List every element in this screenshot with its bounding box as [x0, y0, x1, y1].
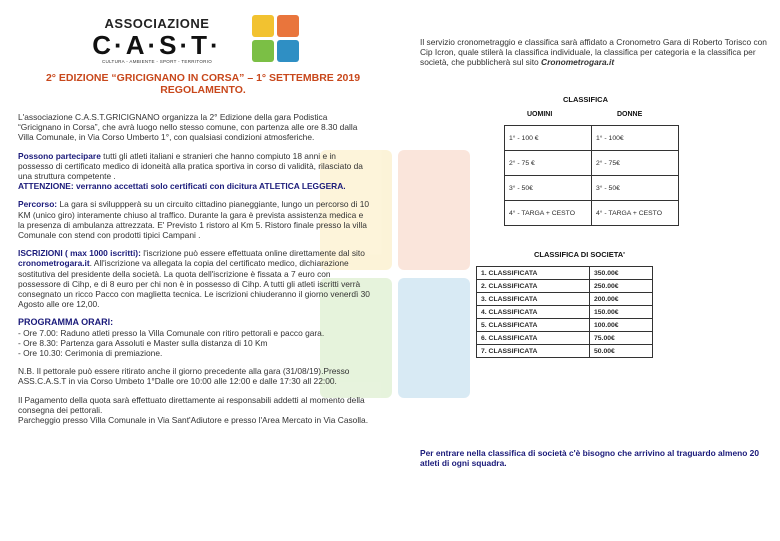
program-item-1: - Ore 7.00: Raduno atleti presso la Villa Comunale con ritiro pettorali e pacco gara. — [18, 327, 325, 338]
table-row — [477, 267, 653, 280]
prize-women-cell: 4° - TARGA + CESTO — [592, 201, 679, 226]
table-row — [477, 280, 653, 293]
logo-cast-word: C·A·S·T· — [92, 30, 222, 60]
society-rank-cell: 5. CLASSIFICATA — [477, 319, 590, 332]
society-rank-cell: 4. CLASSIFICATA — [477, 306, 590, 319]
prize-women-cell: 2° - 75€ — [592, 151, 679, 176]
payment-paragraph: Il Pagamento della quota sarà effettuato direttamente ai responsabili addetti al momento della consegna dei pettorali. — [18, 394, 365, 415]
society-rank-cell: 3. CLASSIFICATA — [477, 293, 590, 306]
prize-women-cell: 1° - 100€ — [592, 126, 679, 151]
society-amount-cell: 100.00€ — [590, 319, 653, 332]
watermark-tile-orange — [398, 150, 470, 270]
route-paragraph — [18, 199, 370, 240]
registration-site-link[interactable]: cronometrogara.it — [18, 258, 90, 269]
registration-paragraph — [18, 248, 370, 309]
table-row — [477, 319, 653, 332]
timing-site-link[interactable]: Cronometrogara.it — [541, 57, 615, 68]
route-text: La gara si sviluppperà su un circuito cittadino pianeggiante, lungo un percorso di 10 KM (unico giro) interamente chiuso al traffico. Durante la gara è prevista assistenza medica e la presenza di ambulanza attrezzata. E' Previsto 1 ristoro al Km 5. Ristoro finale presso la villa Comunale con stend con prodotti tipici Campani . — [18, 199, 370, 241]
table-row — [477, 306, 653, 319]
timing-paragraph — [420, 37, 770, 68]
nb-paragraph: N.B. Il pettorale può essere ritirato anche il giorno precedente alla gara (31/08/19).Presso ASS.C.A.S.T in via Corso Umbeto 1°Dalle ore 10:00 alle 12:00 e dalle 17:30 all 22:00. — [18, 366, 350, 387]
registration-heading: ISCRIZIONI ( max 1000 iscritti): — [18, 248, 141, 259]
timing-text: Il servizio cronometraggio e classifica sarà affidato a Cronometro Gara di Roberto Torisco con Cip Icron, quale stilerà la classifica individuale, la classifica per categoria e la classifica per società, che pubblicherà sul sito — [420, 37, 767, 68]
tile-blue-icon — [277, 40, 299, 62]
program-item-2: - Ore 8.30: Partenza gara Assoluti e Master sulla distanza di 10 Km — [18, 337, 268, 348]
society-rule-note: Per entrare nella classifica di società c'è bisogno che arrivino al traguardo almeno 20 atleti di ogni squadra. — [420, 448, 759, 469]
logo-association-word: ASSOCIAZIONE — [104, 16, 210, 31]
society-rank-cell: 2. CLASSIFICATA — [477, 280, 590, 293]
watermark-tile-blue — [398, 278, 470, 398]
col-men-header: UOMINI — [527, 111, 553, 118]
table-row — [477, 332, 653, 345]
prize-men-cell: 4° - TARGA + CESTO — [505, 201, 592, 226]
title-line-1: 2° EDIZIONE “GRICIGNANO IN CORSA” – 1° SETTEMBRE 2019 — [45, 72, 361, 84]
tile-orange-icon — [277, 15, 299, 37]
participants-paragraph — [18, 151, 370, 192]
route-heading: Percorso: — [18, 199, 58, 210]
society-amount-cell: 75.00€ — [590, 332, 653, 345]
tile-green-icon — [252, 40, 274, 62]
attention-note: ATTENZIONE: verranno accettati solo certificati con dicitura ATLETICA LEGGERA. — [18, 181, 346, 192]
document-title — [18, 72, 388, 96]
logo-tagline: CULTURA - AMBIENTE - SPORT - TERRITORIO — [101, 59, 213, 64]
society-title: CLASSIFICA DI SOCIETA' — [534, 250, 625, 259]
prize-table — [504, 125, 679, 226]
title-line-2: REGOLAMENTO. — [160, 84, 246, 96]
society-rank-cell: 1. CLASSIFICATA — [477, 267, 590, 280]
society-amount-cell: 200.00€ — [590, 293, 653, 306]
society-amount-cell: 150.00€ — [590, 306, 653, 319]
society-rank-cell: 6. CLASSIFICATA — [477, 332, 590, 345]
society-amount-cell: 350.00€ — [590, 267, 653, 280]
table-row — [505, 176, 679, 201]
classifica-title: CLASSIFICA — [563, 95, 608, 104]
program-item-3: - Ore 10.30: Cerimonia di premiazione. — [18, 348, 163, 359]
prize-men-cell: 1° - 100 € — [505, 126, 592, 151]
society-amount-cell: 50.00€ — [590, 345, 653, 358]
logo-tiles-icon — [252, 15, 300, 63]
col-women-header: DONNE — [617, 111, 643, 118]
prize-men-cell: 2° - 75 € — [505, 151, 592, 176]
society-amount-cell: 250.00€ — [590, 280, 653, 293]
association-logo — [92, 16, 222, 64]
parking-paragraph: Parcheggio presso Villa Comunale in Via Sant'Adiutore e presso l'Area Mercato in Via Casolla. — [18, 415, 369, 426]
intro-paragraph: L'associazione C.A.S.T.GRICIGNANO organizza la 2° Edizione della gara Podistica “Gricignano in Corsa”, che avrà luogo nello stesso comune, con partenza alle ore 8.30 dalla Villa Comunale, in Via Corso Umberto 1°, con qualsiasi condizioni atmosferiche. — [18, 112, 358, 143]
participants-text: tutti gli atleti italiani e stranieri che hanno compiuto 18 anni e in possesso di certificato medico di idoneità alla pratica sportiva in corso di validità, rilasciato da una struttura competente . — [18, 150, 363, 182]
left-column — [18, 112, 370, 425]
tile-yellow-icon — [252, 15, 274, 37]
table-row — [505, 126, 679, 151]
registration-text-1: l'iscrizione può essere effettuata online direttamente dal sito — [140, 248, 365, 259]
program-heading: PROGRAMMA ORARI: — [18, 317, 114, 328]
table-row — [477, 345, 653, 358]
participants-heading: Possono partecipare — [18, 150, 101, 161]
table-row — [477, 293, 653, 306]
table-row — [505, 201, 679, 226]
society-rank-cell: 7. CLASSIFICATA — [477, 345, 590, 358]
prize-women-cell: 3° - 50€ — [592, 176, 679, 201]
table-row — [505, 151, 679, 176]
society-table — [476, 266, 653, 358]
registration-text-2: . All'iscrizione va allegata la copia del certificato medico, dichiarazione sostitutiva del presidente della società. La quota dell'iscrizione è fissata a 7 euro con possessore di Cihp, e di 8 euro per chi non è in possesso di Cihp. A tutti gli atleti iscritti verrà consegnato un ricco Pacco con maglietta tecnica. Le iscrizioni chiuderanno il giorno venerdì 30 Agosto alle ore 12,00. — [18, 258, 370, 310]
prize-men-cell: 3° - 50€ — [505, 176, 592, 201]
